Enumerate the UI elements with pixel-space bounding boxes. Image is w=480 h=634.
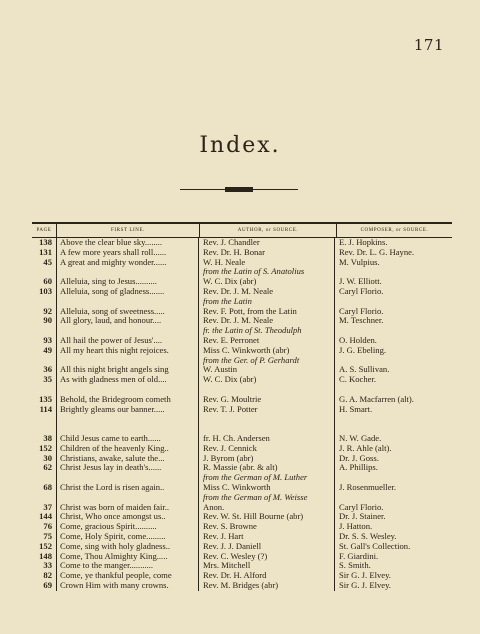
table-row (32, 581, 452, 591)
table-row (32, 326, 452, 336)
author-source: W. C. Dix (abr) (203, 277, 257, 287)
first-line (56, 326, 198, 336)
author-source: W. Austin (203, 365, 238, 375)
hymn-number (32, 356, 56, 366)
author-source: Rev. S. Browne (203, 522, 257, 532)
hymn-number: 36 (43, 365, 52, 375)
first-line (56, 493, 198, 503)
hymn-number: 90 (43, 316, 52, 326)
author-source: fr. the Latin of St. Theodulph (203, 326, 302, 336)
table-row (32, 405, 452, 415)
author-source: R. Massie (abr. & alt) (203, 463, 278, 473)
composer-source: F. Giardini. (339, 551, 379, 561)
author-source: Rev. W. St. Hill Bourne (abr) (203, 512, 304, 522)
table-row (32, 473, 452, 483)
author-source: from the Latin (203, 296, 252, 306)
composer-source (334, 473, 452, 483)
author-source: Miss C. Winkworth (203, 482, 271, 492)
table-row (32, 238, 452, 248)
index-table (32, 222, 452, 591)
author-source: from the Ger. of P. Gerhardt (203, 355, 300, 365)
composer-source (334, 356, 452, 366)
table-row (32, 316, 452, 326)
page-title: Index. (199, 133, 281, 158)
first-line: All this night bright angels sing (60, 365, 169, 375)
hymn-number: 49 (43, 345, 52, 355)
first-line: All glory, laud, and honour.... (60, 316, 162, 326)
composer-source: S. Smith. (339, 561, 371, 571)
table-row (32, 356, 452, 366)
header-composer: COMPOSER, or SOURCE. (360, 228, 429, 233)
first-line: Christ the Lord is risen again.. (60, 482, 165, 492)
hymn-number: 62 (43, 463, 52, 473)
hymn-number: 60 (43, 277, 52, 287)
hymn-number: 35 (43, 375, 52, 385)
first-line: A few more years shall roll...... (60, 247, 167, 257)
composer-source: Caryl Florio. (339, 286, 384, 296)
first-line: Christ was born of maiden fair.. (60, 502, 170, 512)
author-source: W. H. Neale (203, 257, 246, 267)
hymn-number: 82 (43, 571, 52, 581)
composer-source: N. W. Gade. (339, 433, 382, 443)
table-row (32, 267, 452, 277)
hymn-number: 144 (39, 512, 52, 522)
first-line: Brightly gleams our banner..... (60, 404, 165, 414)
table-row (32, 277, 452, 287)
author-source: Rev. Dr. H. Bonar (203, 247, 265, 257)
hymn-number: 33 (43, 561, 52, 571)
composer-source: St. Gall's Collection. (339, 541, 411, 551)
table-row (32, 365, 452, 375)
table-row (32, 307, 452, 317)
first-line: Christ, Who once amongst us.. (60, 512, 166, 522)
table-row (32, 532, 452, 542)
composer-source: G. A. Macfarren (alt). (339, 394, 414, 404)
hymn-number: 93 (43, 335, 52, 345)
first-line: All hail the power of Jesus'.... (60, 335, 163, 345)
first-line: Behold, the Bridegroom cometh (60, 394, 171, 404)
author-source: Rev. J. Chandler (203, 238, 260, 247)
author-source: Rev. J. J. Daniell (203, 541, 262, 551)
author-source: Rev. G. Moultrie (203, 394, 262, 404)
composer-source (334, 493, 452, 503)
first-line (56, 267, 198, 277)
author-source: Anon. (203, 502, 225, 512)
first-line: Come, Thou Almighty King..... (60, 551, 168, 561)
hymn-number: 103 (39, 286, 52, 296)
header-first-line: FIRST LINE. (57, 224, 200, 237)
hymn-number: 45 (43, 257, 52, 267)
composer-source: J. Rosenmueller. (339, 482, 397, 492)
table-row (32, 346, 452, 356)
composer-source: Sir G. J. Elvey. (339, 571, 391, 581)
composer-source: A. S. Sullivan. (339, 365, 390, 375)
hymn-number (32, 473, 56, 483)
composer-source: A. Phillips. (339, 463, 378, 473)
hymn-number: 37 (43, 502, 52, 512)
table-row (32, 287, 452, 297)
author-source: Rev. T. J. Potter (203, 404, 258, 414)
table-row (32, 561, 452, 571)
table-spacer (32, 414, 452, 424)
table-body (32, 238, 452, 591)
table-row (32, 297, 452, 307)
first-line: Alleluia, sing to Jesus.......... (60, 277, 157, 287)
composer-source: E. J. Hopkins. (339, 238, 388, 247)
header-page: PAGE (32, 224, 57, 237)
title-ornament (180, 187, 298, 193)
author-source: Rev. M. Bridges (abr) (203, 580, 279, 590)
table-spacer (32, 424, 452, 434)
composer-source: Caryl Florio. (339, 502, 384, 512)
author-source: W. C. Dix (abr) (203, 375, 257, 385)
table-row (32, 522, 452, 532)
author-source: Rev. Dr. H. Alford (203, 571, 267, 581)
first-line: Alleluia, song of gladness....... (60, 286, 165, 296)
author-source: Rev. Dr. J. M. Neale (203, 316, 274, 326)
hymn-number: 30 (43, 453, 52, 463)
hymn-number: 138 (39, 238, 52, 247)
first-line: Christians, awake, salute the... (60, 453, 165, 463)
composer-source: O. Holden. (339, 335, 377, 345)
composer-source: J. W. Elliott. (339, 277, 382, 287)
hymn-number: 69 (43, 580, 52, 590)
hymn-number: 75 (43, 531, 52, 541)
composer-source (334, 326, 452, 336)
hymn-number: 68 (43, 482, 52, 492)
first-line: Alleluia, song of sweetness..... (60, 306, 165, 316)
table-header (32, 224, 452, 238)
column-rule (56, 238, 57, 591)
author-source: Rev. E. Perronet (203, 335, 260, 345)
column-rule (198, 238, 199, 591)
first-line: Come, gracious Spirit.......... (60, 522, 157, 532)
first-line: Children of the heavenly King.. (60, 443, 169, 453)
author-source: Rev. J. Hart (203, 531, 244, 541)
column-rule (334, 238, 335, 591)
table-row (32, 395, 452, 405)
author-source: J. Byrom (abr) (203, 453, 254, 463)
table-row (32, 434, 452, 444)
author-source: Mrs. Mitchell (203, 561, 251, 571)
author-source: Miss C. Winkworth (abr) (203, 345, 290, 355)
first-line (56, 473, 198, 483)
author-source: Rev. J. Cennick (203, 443, 257, 453)
author-source: Rev. Dr. J. M. Neale (203, 286, 274, 296)
hymn-number: 135 (39, 394, 52, 404)
first-line: Christ Jesus lay in death's...... (60, 463, 162, 473)
composer-source: Rev. Dr. L. G. Hayne. (339, 247, 415, 257)
composer-source: Dr. J. Goss. (339, 453, 379, 463)
author-source: from the German of M. Weisse (203, 492, 308, 502)
hymn-number: 92 (43, 306, 52, 316)
composer-source (334, 297, 452, 307)
first-line: Come, Holy Spirit, come......... (60, 531, 166, 541)
table-row (32, 503, 452, 513)
author-source: fr. H. Ch. Andersen (203, 433, 270, 443)
first-line: Come, ye thankful people, come (60, 571, 172, 581)
hymn-number: 152 (39, 443, 52, 453)
hymn-number: 114 (39, 404, 52, 414)
composer-source: J. G. Ebeling. (339, 345, 387, 355)
composer-source: H. Smart. (339, 404, 373, 414)
table-row (32, 552, 452, 562)
author-source: Rev. C. Wesley (?) (203, 551, 268, 561)
hymn-number: 38 (43, 433, 52, 443)
hymn-number (32, 493, 56, 503)
hymn-number (32, 267, 56, 277)
table-row (32, 512, 452, 522)
hymn-number: 152 (39, 541, 52, 551)
table-row (32, 444, 452, 454)
composer-source: Dr. S. S. Wesley. (339, 531, 397, 541)
ornament-bar (225, 187, 253, 192)
hymn-number: 131 (39, 247, 52, 257)
first-line: Come to the manger........... (60, 561, 154, 571)
table-row (32, 483, 452, 493)
page-number: 171 (413, 36, 444, 54)
first-line: Child Jesus came to earth...... (60, 433, 161, 443)
table-row (32, 493, 452, 503)
composer-source: M. Vulpius. (339, 257, 380, 267)
composer-source: Sir G. J. Elvey. (339, 580, 391, 590)
first-line: Come, sing with holy gladness.. (60, 541, 171, 551)
composer-source: J. Hatton. (339, 522, 373, 532)
first-line (56, 356, 198, 366)
table-row (32, 248, 452, 258)
first-line (56, 297, 198, 307)
author-source: from the German of M. Luther (203, 473, 308, 483)
first-line: A great and mighty wonder...... (60, 257, 167, 267)
hymn-number (32, 326, 56, 336)
table-row (32, 571, 452, 581)
composer-source: M. Teschner. (339, 316, 384, 326)
author-source: from the Latin of S. Anatolius (203, 267, 305, 277)
hymn-number (32, 297, 56, 307)
composer-source: Dr. J. Stainer. (339, 512, 386, 522)
first-line: As with gladness men of old.... (60, 375, 167, 385)
table-row (32, 463, 452, 473)
hymn-number: 76 (43, 522, 52, 532)
table-row (32, 336, 452, 346)
table-spacer (32, 385, 452, 395)
table-row (32, 258, 452, 268)
author-source: Rev. F. Pott, from the Latin (203, 306, 297, 316)
first-line: Crown Him with many crowns. (60, 580, 169, 590)
composer-source (334, 267, 452, 277)
composer-source: C. Kocher. (339, 375, 376, 385)
composer-source: J. R. Ahle (alt). (339, 443, 392, 453)
header-author: AUTHOR, or SOURCE. (200, 224, 337, 237)
table-row (32, 375, 452, 385)
first-line: All my heart this night rejoices. (60, 345, 169, 355)
table-row (32, 542, 452, 552)
composer-source: Caryl Florio. (339, 306, 384, 316)
table-row (32, 454, 452, 464)
hymn-number: 148 (39, 551, 52, 561)
first-line: Above the clear blue sky........ (60, 238, 163, 247)
